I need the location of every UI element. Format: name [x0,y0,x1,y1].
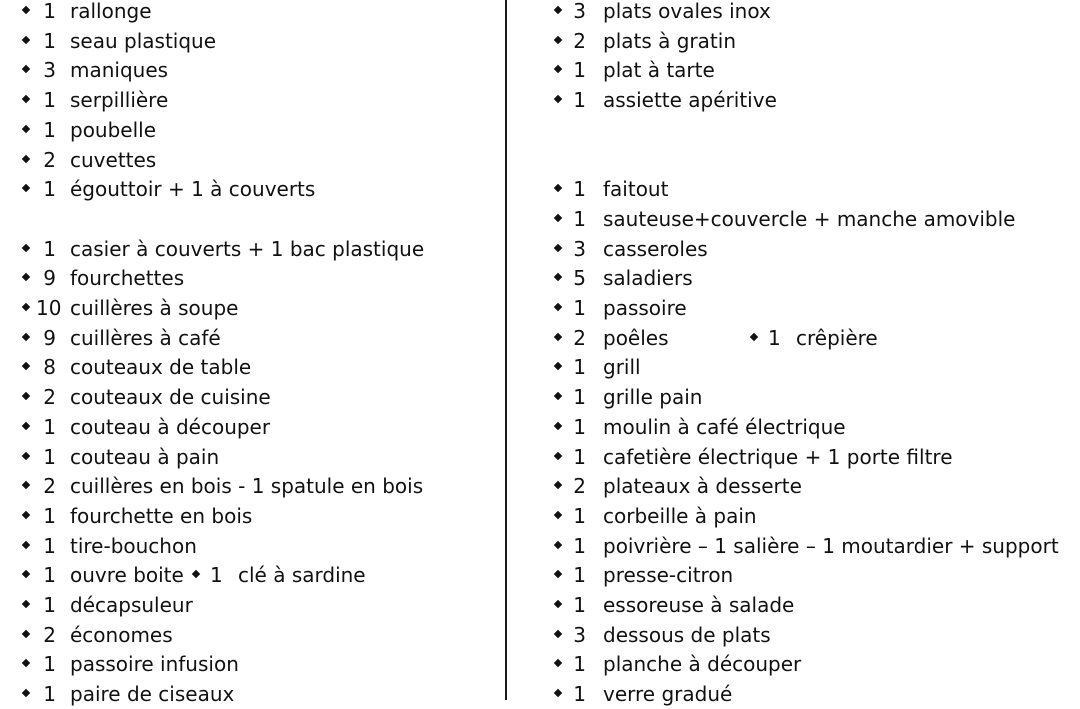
item-quantity: 1 [43,652,56,677]
item-quantity: 1 [573,206,586,231]
item-label: essoreuse à salade [603,593,795,617]
item-quantity: 1 [43,444,56,469]
item-quantity: 1 [43,88,56,113]
item-label: poêles [603,325,669,350]
item-quantity: 1 [43,593,56,617]
item-label: verre gradué [603,682,733,707]
diamond-bullet-icon [552,620,566,650]
diamond-bullet-icon [552,234,566,264]
item-label: casseroles [603,236,708,261]
diamond-bullet-icon [552,174,566,204]
item-quantity: 1 [573,414,586,439]
diamond-bullet-icon [20,55,34,85]
diamond-bullet-icon [20,293,34,323]
diamond-bullet-icon [552,26,566,56]
diamond-bullet-icon [20,323,34,353]
item-label: cuillères à soupe [70,296,239,320]
item-label: clé à sardine [238,563,366,588]
item-quantity: 1 [43,503,56,528]
diamond-bullet-icon [552,204,566,234]
diamond-bullet-icon [552,382,566,412]
item-quantity: 1 [573,533,586,558]
item-label: crêpière [796,325,878,350]
item-quantity: 8 [43,355,56,380]
item-quantity: 1 [43,28,56,53]
item-label: plateaux à desserte [603,474,802,499]
item-label: maniques [70,58,169,83]
item-quantity: 1 [573,593,586,617]
item-label: couteaux de table [70,355,252,380]
item-quantity: 2 [573,325,586,350]
item-label: plat à tarte [603,58,715,83]
item-quantity: 1 [573,503,586,528]
diamond-bullet-icon [552,85,566,115]
diamond-bullet-icon [20,263,34,293]
item-quantity: 1 [573,296,586,320]
diamond-bullet-icon [20,560,34,590]
item-label: couteaux de cuisine [70,385,271,410]
diamond-bullet-icon [20,382,34,412]
item-quantity: 1 [573,385,586,410]
item-label: couteau à pain [70,444,220,469]
diamond-bullet-icon [552,442,566,472]
item-label: casier à couverts + 1 bac plastique [70,236,425,261]
item-label: moulin à café électrique [603,414,846,439]
item-label: cuillères à café [70,325,221,350]
column-divider [505,0,507,700]
item-label: passoire infusion [70,652,239,677]
item-quantity: 3 [573,622,586,647]
item-label: dessous de plats [603,622,771,647]
item-label: serpillière [70,88,169,113]
item-label: assiette apéritive [603,88,777,113]
diamond-bullet-icon [552,531,566,561]
item-quantity: 1 [43,414,56,439]
item-quantity: 1 [573,563,586,588]
item-label: faitout [603,177,669,202]
item-label: paire de ciseaux [70,682,235,707]
item-label: sauteuse+couvercle + manche amovible [603,206,1016,231]
diamond-bullet-icon [20,234,34,264]
diamond-bullet-icon [552,471,566,501]
item-quantity: 1 [573,58,586,83]
item-label: cafetière électrique + 1 porte filtre [603,444,953,469]
item-quantity: 1 [43,0,56,23]
item-quantity: 1 [43,682,56,707]
item-quantity: 1 [573,355,586,380]
diamond-bullet-icon [20,590,34,620]
diamond-bullet-icon [552,590,566,620]
item-label: décapsuleur [70,593,193,617]
diamond-bullet-icon [20,0,34,26]
item-label: grille pain [603,385,703,410]
item-quantity: 2 [573,474,586,499]
item-quantity: 1 [43,177,56,202]
diamond-bullet-icon [190,560,204,590]
diamond-bullet-icon [552,293,566,323]
item-label: rallonge [70,0,152,23]
diamond-bullet-icon [20,412,34,442]
diamond-bullet-icon [20,679,34,709]
item-quantity: 1 [573,652,586,677]
item-label: plats à gratin [603,28,736,53]
item-quantity: 2 [573,28,586,53]
item-label: presse-citron [603,563,734,588]
item-quantity: 3 [573,236,586,261]
item-quantity: 1 [43,117,56,142]
diamond-bullet-icon [552,263,566,293]
diamond-bullet-icon [20,85,34,115]
item-quantity: 1 [210,563,223,588]
diamond-bullet-icon [748,323,762,353]
diamond-bullet-icon [20,471,34,501]
item-label: plats ovales inox [603,0,771,23]
item-label: ouvre boite [70,563,184,588]
diamond-bullet-icon [20,649,34,679]
diamond-bullet-icon [552,323,566,353]
item-quantity: 1 [573,88,586,113]
item-quantity: 1 [768,325,781,350]
item-quantity: 1 [43,236,56,261]
item-label: tire-bouchon [70,533,197,558]
item-quantity: 3 [573,0,586,23]
item-label: passoire [603,296,687,320]
item-label: grill [603,355,641,380]
diamond-bullet-icon [552,679,566,709]
item-quantity: 1 [573,444,586,469]
diamond-bullet-icon [20,442,34,472]
item-label: cuvettes [70,147,157,172]
item-quantity: 1 [43,533,56,558]
item-label: couteau à découper [70,414,271,439]
diamond-bullet-icon [20,115,34,145]
item-quantity: 10 [36,296,62,320]
item-label: poubelle [70,117,157,142]
diamond-bullet-icon [20,145,34,175]
item-label: égouttoir + 1 à couverts [70,177,316,202]
diamond-bullet-icon [552,412,566,442]
item-quantity: 1 [573,682,586,707]
diamond-bullet-icon [552,501,566,531]
diamond-bullet-icon [552,352,566,382]
item-label: fourchettes [70,266,185,291]
item-quantity: 2 [43,147,56,172]
diamond-bullet-icon [20,531,34,561]
item-quantity: 2 [43,474,56,499]
item-quantity: 9 [43,266,56,291]
item-label: fourchette en bois [70,503,253,528]
diamond-bullet-icon [552,649,566,679]
diamond-bullet-icon [20,620,34,650]
item-label: poivrière – 1 salière – 1 moutardier + support [603,533,1059,558]
item-label: seau plastique [70,28,217,53]
item-quantity: 2 [43,622,56,647]
item-quantity: 1 [43,563,56,588]
item-quantity: 5 [573,266,586,291]
item-label: planche à découper [603,652,802,677]
item-label: saladiers [603,266,693,291]
diamond-bullet-icon [20,501,34,531]
diamond-bullet-icon [552,560,566,590]
item-quantity: 1 [573,177,586,202]
item-quantity: 9 [43,325,56,350]
diamond-bullet-icon [20,26,34,56]
item-label: cuillères en bois - 1 spatule en bois [70,474,424,499]
diamond-bullet-icon [552,55,566,85]
item-quantity: 3 [43,58,56,83]
item-label: économes [70,622,173,647]
item-quantity: 2 [43,385,56,410]
diamond-bullet-icon [552,0,566,26]
item-label: corbeille à pain [603,503,757,528]
diamond-bullet-icon [20,174,34,204]
diamond-bullet-icon [20,352,34,382]
